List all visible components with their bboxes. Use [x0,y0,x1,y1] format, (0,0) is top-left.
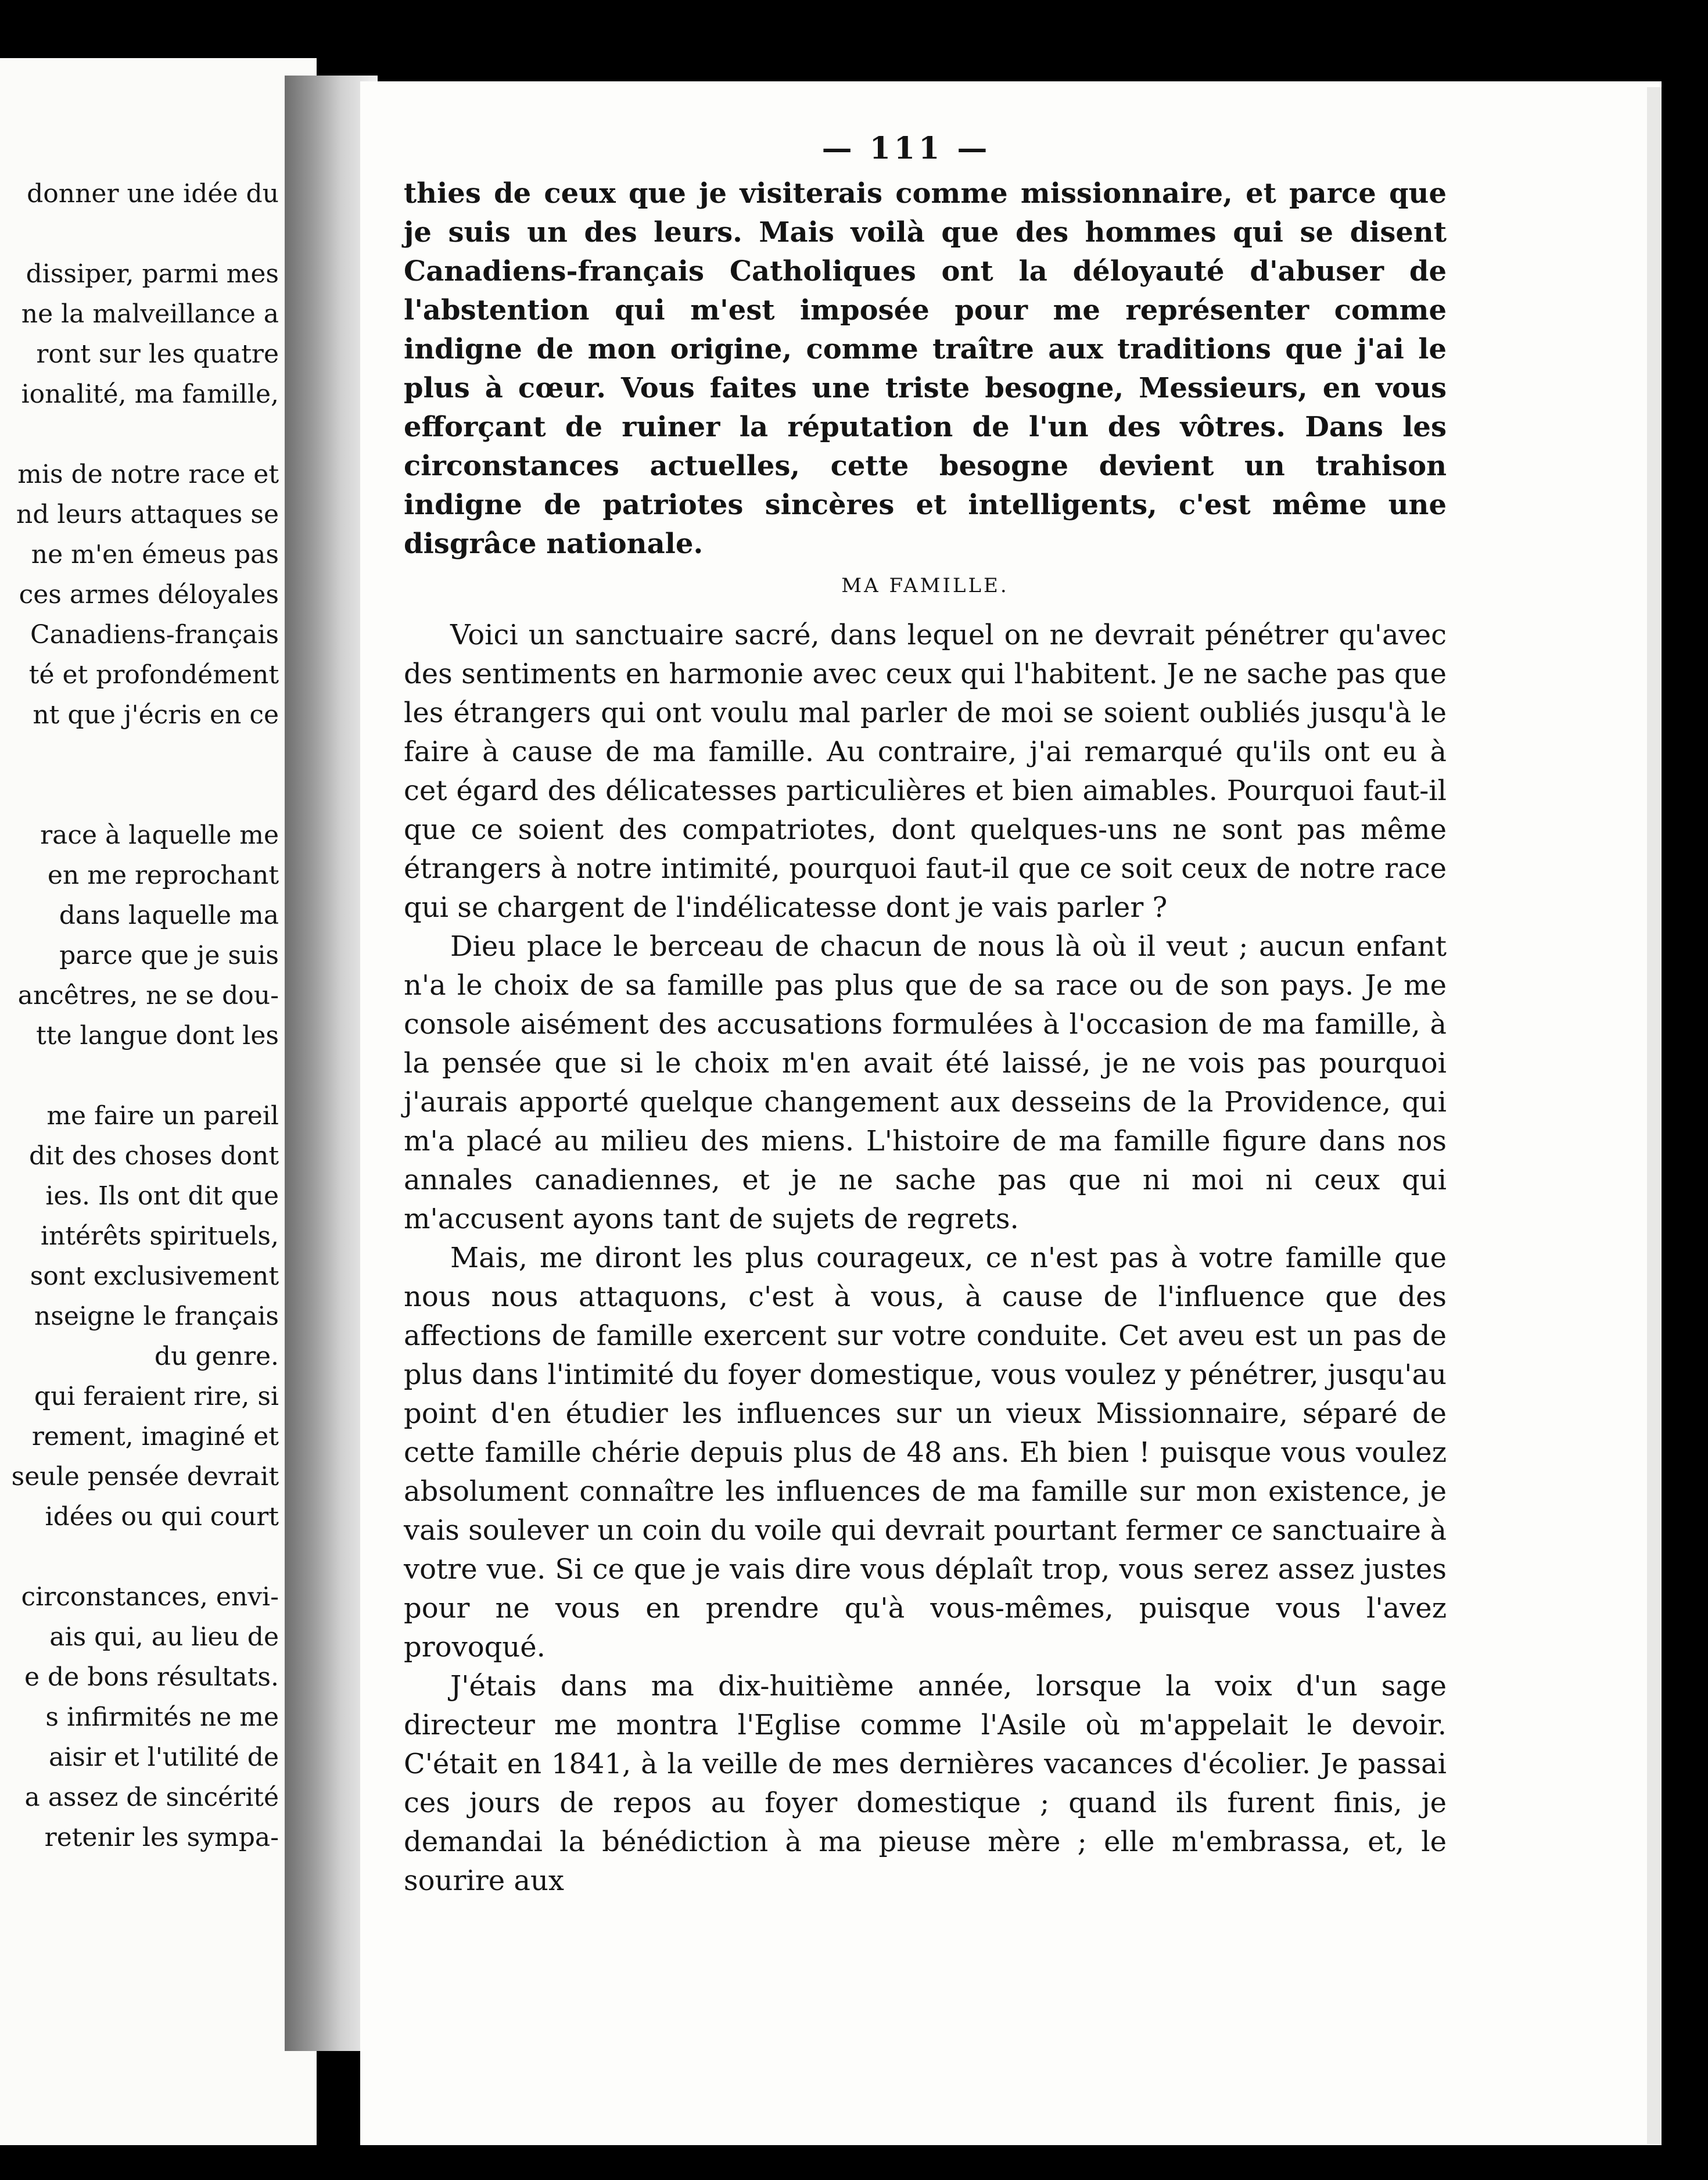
left-page-line: race à laquelle me [40,820,279,850]
left-page-line: e de bons résultats. [24,1662,279,1692]
section-heading: MA FAMILLE. [841,574,1009,597]
left-facing-page [0,58,317,2145]
left-page-line: idées ou qui court [45,1502,279,1532]
scan-border-bottom [0,2145,1708,2180]
left-page-line: dans laquelle ma [59,901,279,930]
paragraph: J'étais dans ma dix-huitième année, lorsque la voix d'un sage directeur me montra l'Eglise comme l'Asile où m'appelait le devoir. C'était en 1841, à la veille de mes dernières vacances d'écolier. Je passai ces jours de repos au foyer domestique ; quand ils furent finis, je demandai la bénédiction à ma pieuse mère ; elle m'embrassa, et, le sourire aux [404,1670,1447,1897]
left-page-line: tte langue dont les [36,1021,279,1050]
left-page-line: nseigne le français [34,1301,279,1331]
left-page-line: dit des choses dont [28,1141,279,1171]
left-page-line: mis de notre race et [17,460,279,489]
scan-border-top [0,0,1708,58]
page-number: — 111 — [821,131,991,166]
left-page-line: a assez de sincérité [24,1783,279,1812]
left-page-line: ies. Ils ont dit que [45,1181,279,1211]
left-page-line: Canadiens-français [30,620,279,650]
paragraph: Mais, me diront les plus courageux, ce n'est pas à votre famille que nous nous attaquons, c'est à vous, à cause de l'influence que des affections de famille exercent sur votre conduite. Cet aveu est un pas de plus dans l'intimité du foyer domestique, vous voulez y pénétrer, jusqu'au point d'en étudier les influences sur un vieux Missionnaire, séparé de cette famille chérie depuis plus de 48 ans. Eh bien ! puisque vous voulez absolument connaître les influences de ma famille sur mon existence, je vais soulever un coin du voile qui devrait pourtant fermer ce sanctuaire à votre vue. Si ce que je vais dire vous déplaît trop, vous serez assez justes pour ne vous en prendre qu'à vous-mêmes, puisque vous l'avez provoqué. [404,1242,1447,1663]
left-page-line: en me reprochant [47,860,279,890]
left-page-line: sont exclusivement [30,1261,279,1291]
left-page-line: retenir les sympa- [44,1823,279,1852]
left-page-line: me faire un pareil [46,1101,279,1131]
left-page-line: qui feraient rire, si [34,1382,279,1411]
left-page-line: du genre. [154,1342,279,1371]
left-page-line: nt que j'écris en ce [33,700,279,730]
left-page-line: ces armes déloyales [19,580,279,609]
left-page-line: ais qui, au lieu de [49,1622,279,1652]
paragraph: Voici un sanctuaire sacré, dans lequel on ne devrait pénétrer qu'avec des sentiments en harmonie avec ceux qui l'habitent. Je ne sache pas que les étrangers qui ont voulu mal parler de moi se soient oubliés jusqu'à le faire à cause de ma famille. Au contraire, j'ai remarqué qu'ils ont eu à cet égard des délicatesses particulières et bien aimables. Pourquoi faut-il que ce soient des compatriotes, dont quelques-uns ne sont pas même étrangers à notre intimité, pourquoi faut-il que ce soit ceux de notre race qui se chargent de l'indélicatesse dont je vais parler ? [404,619,1447,924]
left-page-line: aisir et l'utilité de [49,1742,279,1772]
left-page-line: intérêts spirituels, [40,1221,279,1251]
left-page-line: seule pensée devrait [11,1462,279,1491]
intro-paragraph: thies de ceux que je visiterais comme missionnaire, et parce que je suis un des leurs. Mais voilà que des hommes qui se disent Canadiens-français Catholiques ont la déloyauté d'abuser de l'abstention qui m'est imposée pour me représenter comme indigne de mon origine, comme traître aux traditions que j'ai le plus à cœur. Vous faites une triste besogne, Messieurs, en vous efforçant de ruiner la réputation de l'un des vôtres. Dans les circonstances actuelles, cette besogne devient un trahison indigne de patriotes sincères et intelligents, c'est même une disgrâce nationale. [404,177,1447,560]
paragraph: Dieu place le berceau de chacun de nous là où il veut ; aucun enfant n'a le choix de sa famille pas plus que de sa race ou de son pays. Je me console aisément des accusations formulées à l'occasion de ma famille, à la pensée que si le choix m'en avait été laissé, je ne vois pas pourquoi j'aurais apporté quelque changement aux desseins de la Providence, qui m'a placé au milieu des miens. L'histoire de ma famille figure dans nos annales canadiennes, et je ne sache pas que ni moi ni ceux qui m'accusent ayons tant de sujets de regrets. [404,930,1447,1235]
left-page-line: donner une idée du [27,179,279,209]
left-page-line: té et profondément [28,660,279,690]
left-page-line: ne la malveillance a [21,299,279,329]
left-page-line: nd leurs attaques se [16,500,279,529]
left-page-line: ront sur les quatre [36,339,279,369]
left-page-line: ionalité, ma famille, [21,379,279,409]
left-page-line: s infirmités ne me [45,1702,279,1732]
left-page-line: ne m'en émeus pas [31,540,279,569]
page-body [404,174,1447,1901]
left-page-line: parce que je suis [59,941,279,970]
left-page-line: circonstances, envi- [21,1582,279,1612]
left-page-line: rement, imaginé et [31,1422,279,1451]
left-page-line: ancêtres, ne se dou- [17,981,279,1010]
left-page-line: dissiper, parmi mes [26,259,279,289]
scan-border-right [1662,0,1708,2180]
